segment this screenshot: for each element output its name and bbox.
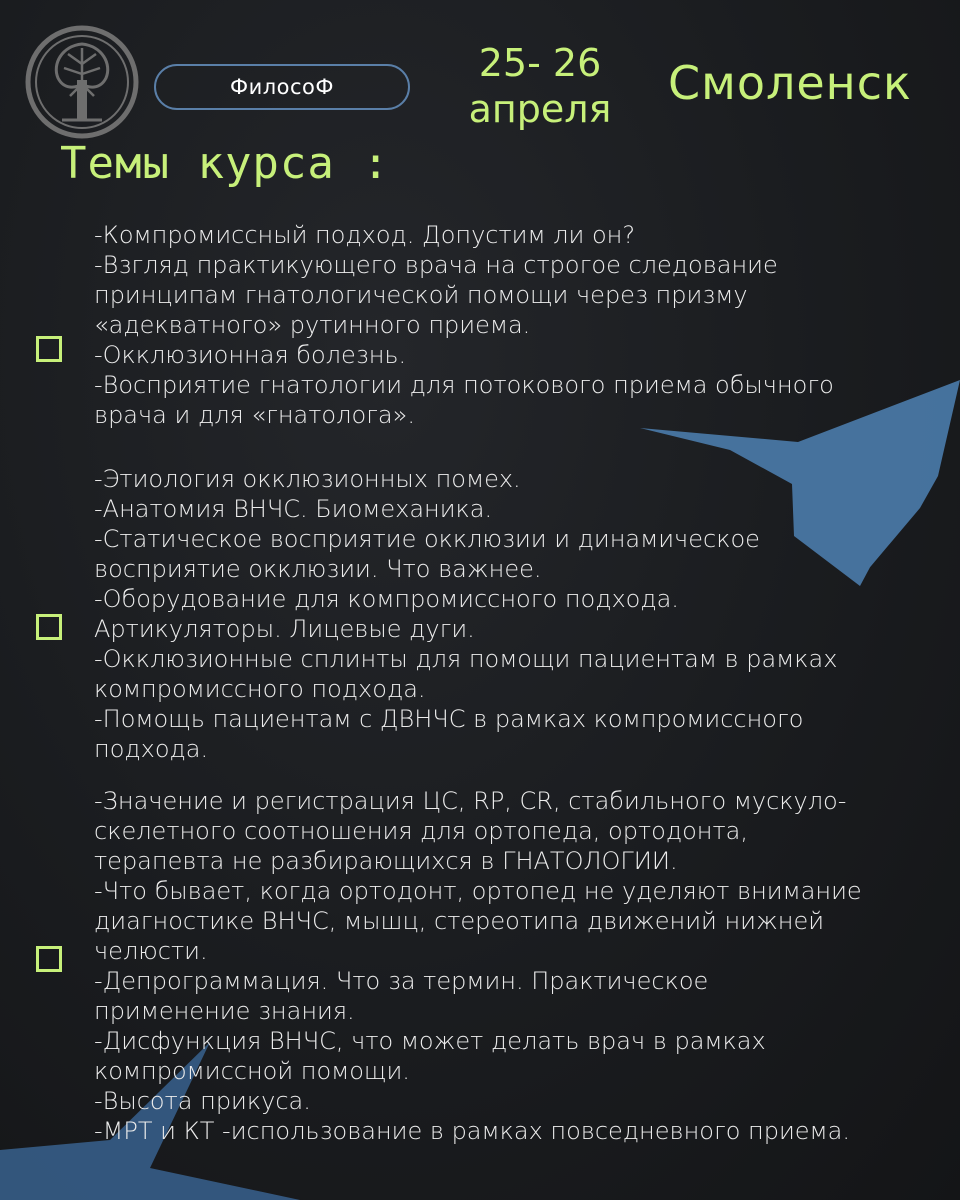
topic-line: «адекватного» рутинного приема. [94,311,531,339]
org-name-badge [154,64,410,110]
topic-line: врача и для «гнатолога». [94,401,415,429]
topic-line: -Оборудование для компромиссного подхода. [94,585,679,613]
section-2-checkbox-icon [36,614,62,640]
org-name: ФилосоФ [230,75,334,99]
topic-line: подхода. [94,735,209,763]
page-title: Темы курса : [60,138,390,189]
event-city: Смоленск [668,56,912,110]
topic-section-1 [94,220,914,430]
topic-line: компромиссного подхода. [94,675,426,703]
topic-line: -Помощь пациентам с ДВНЧС в рамках компромиссного [94,705,804,733]
topic-line: Артикуляторы. Лицевые дуги. [94,615,475,643]
topic-line: применение знания. [94,997,355,1025]
tree-logo-icon [24,24,140,140]
topic-line: восприятие окклюзии. Что важнее. [94,555,542,583]
section-3-checkbox-icon [36,946,62,972]
topic-section-2 [94,464,914,764]
topic-line: -Депрограммация. Что за термин. Практическое [94,967,709,995]
event-date-month: апреля [468,87,612,131]
topic-line: -Окклюзионные сплинты для помощи пациентам в рамках [94,645,838,673]
topic-line: -Что бывает, когда ортодонт, ортопед не уделяют внимание [94,877,862,905]
topic-line: -Статическое восприятие окклюзии и динамическое [94,525,760,553]
topic-line: -Дисфункция ВНЧС, что может делать врач в рамках [94,1027,766,1055]
topic-line: -Этиология окклюзионных помех. [94,465,521,493]
topic-line: -Значение и регистрация ЦС, RP, CR, стабильного мускуло- [94,787,847,815]
topic-line: терапевта не разбирающихся в ГНАТОЛОГИИ. [94,847,678,875]
topic-line: принципам гнатологической помощи через призму [94,281,748,309]
topic-line: диагностике ВНЧС, мышц, стереотипа движений нижней [94,907,825,935]
topic-line: -Восприятие гнатологии для потокового приема обычного [94,371,834,399]
topic-line: -Высота прикуса. [94,1087,311,1115]
topic-line: компромиссной помощи. [94,1057,410,1085]
topic-line: -Взгляд практикующего врача на строгое следование [94,251,778,279]
topic-line: -Анатомия ВНЧС. Биомеханика. [94,495,493,523]
topic-line: -МРТ и КТ -использование в рамках повседневного приема. [94,1117,850,1145]
event-dates [460,40,620,132]
topic-line: -Компромиссный подход. Допустим ли он? [94,221,636,249]
topic-line: -Окклюзионная болезнь. [94,341,407,369]
event-date-days: 25- 26 [478,41,602,85]
topic-section-3 [94,786,914,1146]
topic-line: челюсти. [94,937,208,965]
section-1-checkbox-icon [36,336,62,362]
topic-line: скелетного соотношения для ортопеда, ортодонта, [94,817,748,845]
